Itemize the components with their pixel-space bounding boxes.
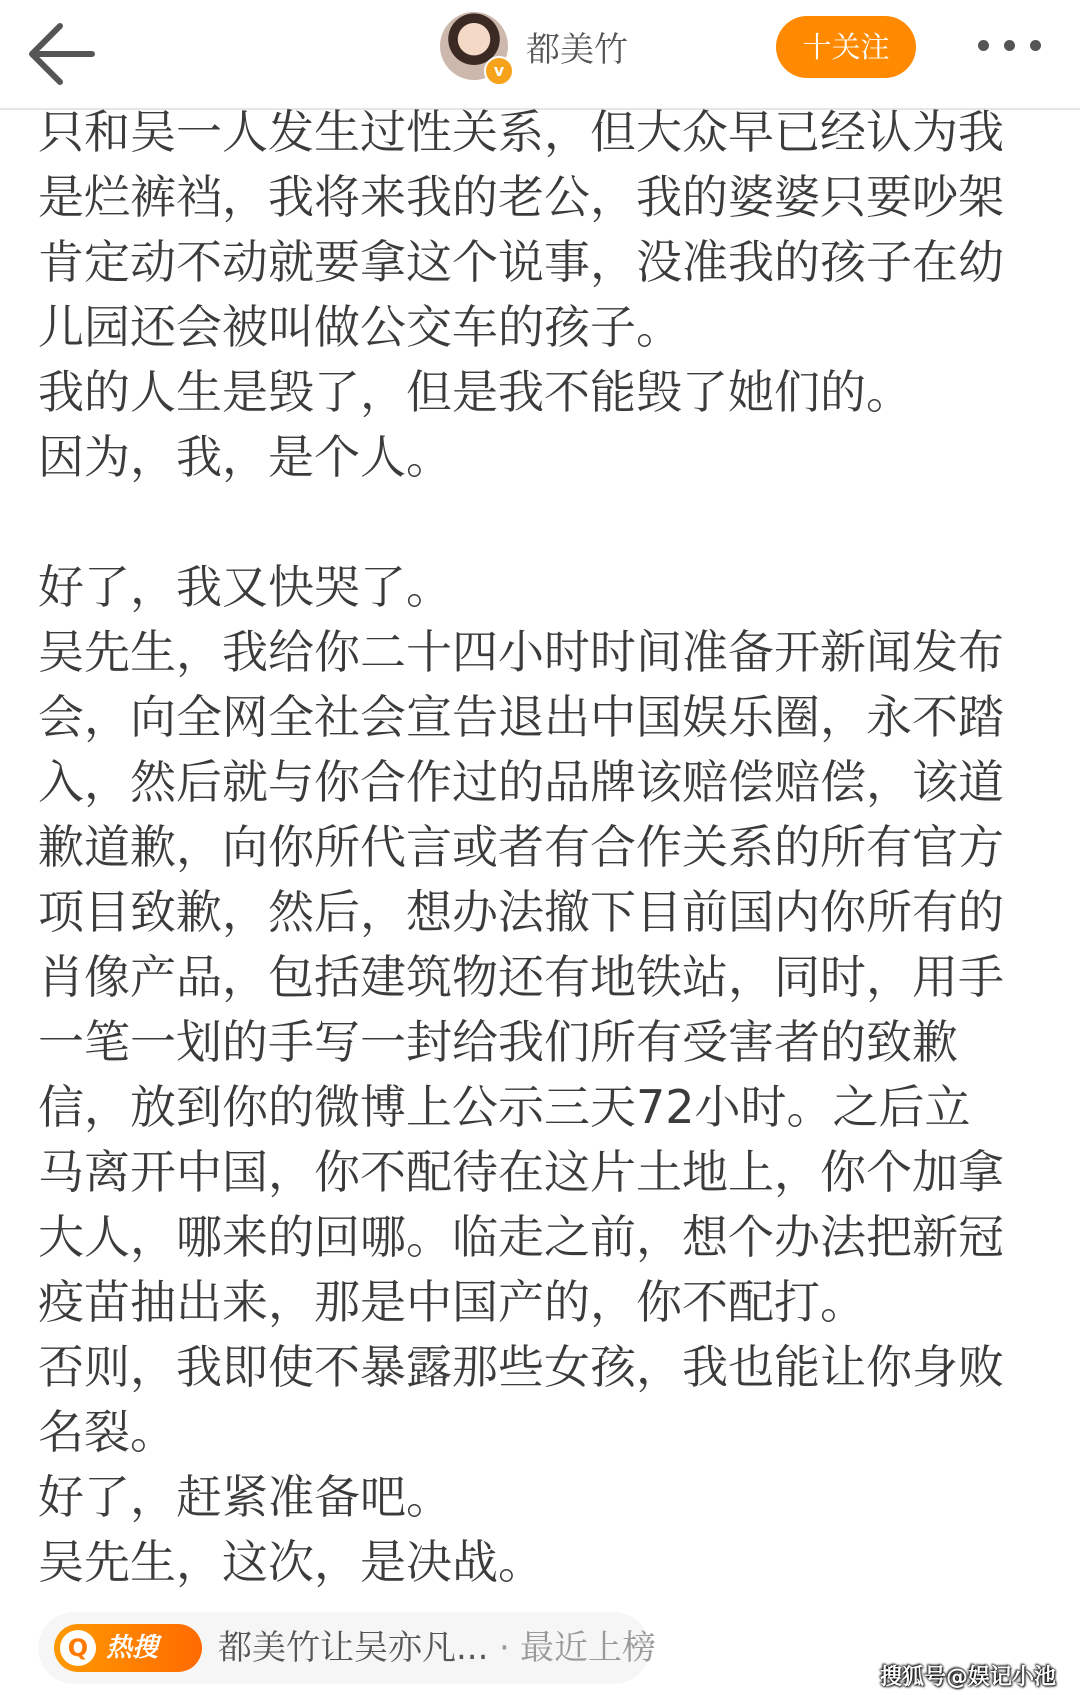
post-line: 吴先生，我给你二十四小时时间准备开新闻发布 xyxy=(38,625,1004,679)
verified-badge-icon: v xyxy=(484,56,514,86)
post-line: 入，然后就与你合作过的品牌该赔偿赔偿，该道 xyxy=(38,755,1004,809)
search-icon: Q xyxy=(60,1630,96,1666)
hot-search-separator: · xyxy=(499,1628,510,1668)
more-dots-icon xyxy=(1004,40,1015,51)
post-line: 马离开中国，你不配待在这片土地上，你个加拿 xyxy=(38,1145,1004,1199)
post-line: 否则，我即使不暴露那些女孩，我也能让你身败 xyxy=(38,1340,1004,1394)
post-line: 信，放到你的微博上公示三天72小时。之后立 xyxy=(38,1080,971,1134)
post-line: 肖像产品，包括建筑物还有地铁站，同时，用手 xyxy=(38,950,1004,1004)
post-line: 我的人生是毁了，但是我不能毁了她们的。 xyxy=(38,365,912,419)
hot-search-icon xyxy=(54,1624,202,1672)
post-body xyxy=(38,100,1050,1595)
post-line: 肯定动不动就要拿这个说事，没准我的孩子在幼 xyxy=(38,235,1004,289)
more-dots-icon xyxy=(978,40,989,51)
post-line: 名裂。 xyxy=(38,1405,176,1459)
post-line: 疫苗抽出来，那是中国产的，你不配打。 xyxy=(38,1275,866,1329)
post-line: 项目致歉，然后，想办法撤下目前国内你所有的 xyxy=(38,885,1004,939)
post-line: 大人，哪来的回哪。临走之前，想个办法把新冠 xyxy=(38,1210,1004,1264)
paragraph-gap xyxy=(38,490,1050,555)
more-button[interactable] xyxy=(970,30,1050,60)
post-line: 吴先生，这次，是决战。 xyxy=(38,1535,544,1589)
post-line: 好了，我又快哭了。 xyxy=(38,560,452,614)
hot-search-label: 热搜 xyxy=(106,1633,159,1663)
hot-search-status: 最近上榜 xyxy=(520,1628,656,1668)
back-arrow-icon xyxy=(22,14,112,94)
top-bar xyxy=(0,0,1080,110)
post-line: 一笔一划的手写一封给我们所有受害者的致歉 xyxy=(38,1015,958,1069)
follow-button[interactable]: 十关注 xyxy=(776,16,916,78)
post-line: 会，向全网全社会宣告退出中国娱乐圈，永不踏 xyxy=(38,690,1004,744)
post-line: 歉道歉，向你所代言或者有合作关系的所有官方 xyxy=(38,820,1004,874)
avatar[interactable] xyxy=(440,12,508,80)
back-button[interactable] xyxy=(22,14,112,94)
watermark: 搜狐号@娱记小池 xyxy=(880,1665,1057,1690)
hot-search-link[interactable] xyxy=(38,1612,656,1684)
hot-search-topic: 都美竹让吴亦凡... xyxy=(218,1628,489,1668)
post-line: 只和吴一人发生过性关系，但大众早已经认为我 xyxy=(38,105,1004,159)
post-line: 因为，我，是个人。 xyxy=(38,430,452,484)
post-line: 是烂裤裆，我将来我的老公，我的婆婆只要吵架 xyxy=(38,170,1004,224)
post-line: 好了，赶紧准备吧。 xyxy=(38,1470,452,1524)
username[interactable]: 都美竹 xyxy=(526,30,628,70)
more-dots-icon xyxy=(1030,40,1041,51)
post-line: 儿园还会被叫做公交车的孩子。 xyxy=(38,300,682,354)
